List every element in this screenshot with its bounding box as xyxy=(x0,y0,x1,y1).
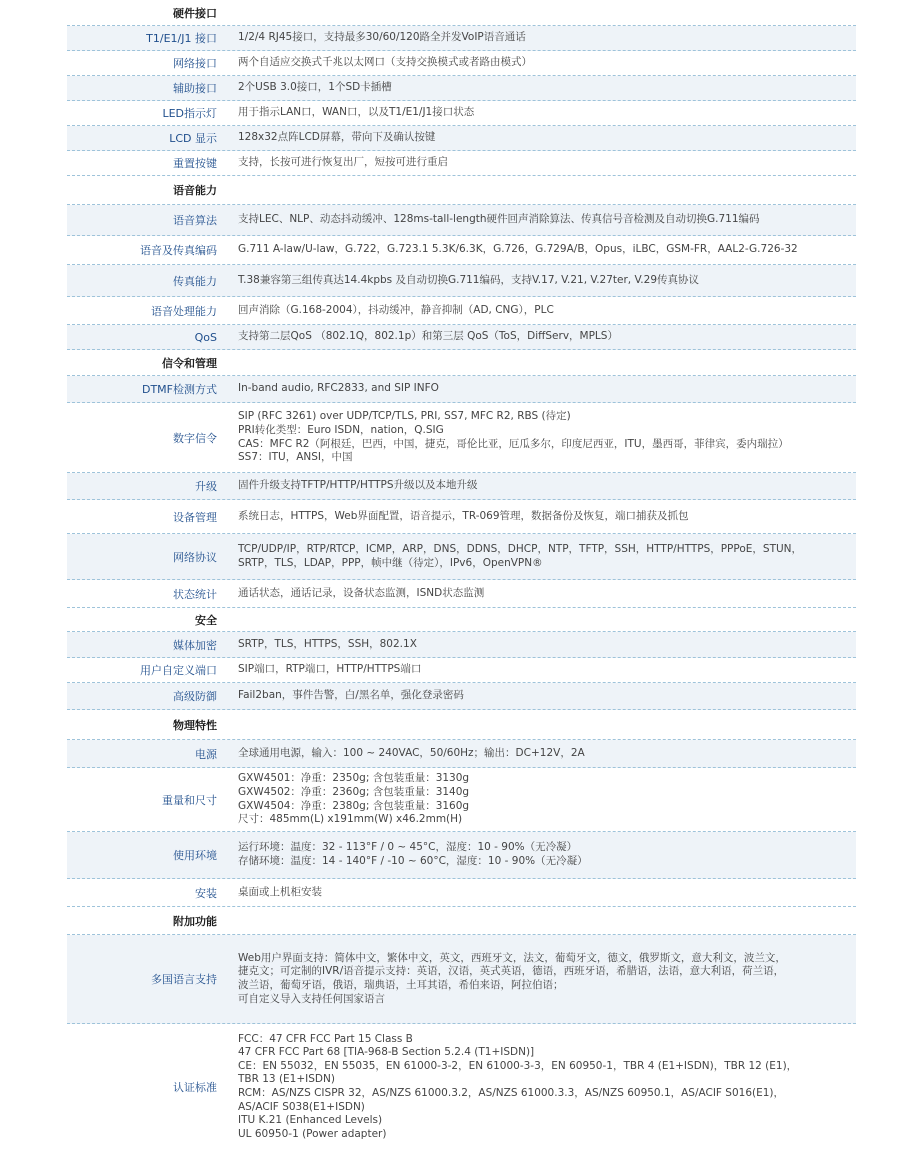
spec-row xyxy=(67,473,856,500)
spec-value-line: 回声消除（G.168-2004），抖动缓冲，静音抑制（AD, CNG），PLC xyxy=(238,303,554,316)
spec-value xyxy=(238,81,856,95)
spec-label: 辅助接口 xyxy=(173,82,217,95)
spec-label: LCD 显示 xyxy=(169,132,217,145)
section-title: 语音能力 xyxy=(173,184,217,197)
spec-row xyxy=(67,500,856,534)
spec-label: LED指示灯 xyxy=(162,107,217,120)
spec-value-line: Fail2ban，事件告警，白/黑名单，强化登录密码 xyxy=(238,689,464,702)
spec-label: 媒体加密 xyxy=(173,638,217,652)
spec-label: 升级 xyxy=(195,480,217,493)
spec-value xyxy=(238,510,856,524)
spec-label: 电源 xyxy=(195,747,217,761)
spec-row xyxy=(67,832,856,879)
section-title: 硬件接口 xyxy=(173,6,217,20)
spec-label: 传真能力 xyxy=(173,274,217,288)
spec-value xyxy=(238,213,856,227)
spec-row xyxy=(67,683,856,710)
spec-value-line: 支持第二层QoS （802.1Q，802.1p）和第三层 QoS（ToS，DiffServ，MPLS） xyxy=(238,330,618,343)
spec-value-line: SRTP，TLS，LDAP，PPP，帧中继（待定），IPv6，OpenVPN® xyxy=(238,556,543,569)
spec-value-line: In-band audio, RFC2833, and SIP INFO xyxy=(238,382,439,395)
spec-row xyxy=(67,935,856,1024)
spec-value-line: SIP端口，RTP端口，HTTP/HTTPS端口 xyxy=(238,663,422,676)
spec-label: 语音及传真编码 xyxy=(140,244,217,257)
spec-value xyxy=(238,638,856,652)
spec-row xyxy=(67,632,856,658)
spec-value-line: 存储环境：温度：14 - 140°F / -10 ~ 60°C，湿度：10 - 90%（无冷凝） xyxy=(238,855,588,867)
spec-value xyxy=(238,1033,856,1142)
spec-value-line: G.711 A-law/U-law，G.722，G.723.1 5.3K/6.3K，G.726，G.729A/B，Opus，iLBC，GSM-FR，AAL2-G.726-32 xyxy=(238,243,798,256)
spec-value xyxy=(238,689,856,703)
section-header-row xyxy=(67,0,856,26)
spec-value-line: 47 CFR FCC Part 68 [TIA-968-B Section 5.2.4 (T1+ISDN)] xyxy=(238,1046,535,1059)
spec-value-line: Web用户界面支持：简体中文，繁体中文，英文，西班牙文，法文，葡萄牙文，德文，俄罗斯文，意大利文，波兰文， xyxy=(238,951,786,964)
spec-row xyxy=(67,126,856,151)
spec-label: 安装 xyxy=(195,886,217,900)
spec-value xyxy=(238,663,856,677)
spec-value-line: GXW4504：净重：2380g; 含包装重量：3160g xyxy=(238,799,470,812)
spec-value xyxy=(238,772,856,826)
spec-row xyxy=(67,879,856,907)
spec-value-line: 固件升级支持TFTP/HTTP/HTTPS升级以及本地升级 xyxy=(238,479,478,492)
spec-label: 语音算法 xyxy=(173,214,217,227)
spec-row xyxy=(67,297,856,325)
spec-value xyxy=(238,747,856,761)
spec-value-line: CE：EN 55032，EN 55035，EN 61000-3-2，EN 61000-3-3，EN 60950-1，TBR 4 (E1+ISDN)，TBR 12 (E1)， xyxy=(238,1059,798,1072)
spec-value-line: 2个USB 3.0接口，1个SD卡插槽 xyxy=(238,81,392,94)
section-title: 安全 xyxy=(195,613,217,627)
spec-row xyxy=(67,76,856,101)
section-header-row xyxy=(67,608,856,632)
spec-value-line: 运行环境：温度：32 - 113°F / 0 ~ 45°C，湿度：10 - 90%（无冷凝） xyxy=(238,841,578,854)
spec-value-line: FCC：47 CFR FCC Part 15 Class B xyxy=(238,1032,413,1045)
spec-value xyxy=(238,382,856,396)
spec-row xyxy=(67,325,856,350)
spec-value xyxy=(238,841,856,868)
spec-label: 重置按键 xyxy=(173,157,217,170)
spec-value xyxy=(238,31,856,45)
spec-label: QoS xyxy=(194,330,217,344)
spec-value xyxy=(238,479,856,493)
spec-value xyxy=(238,106,856,120)
spec-row xyxy=(67,1024,856,1150)
spec-label: 使用环境 xyxy=(173,849,217,862)
spec-value-line: TBR 13 (E1+ISDN) xyxy=(238,1073,335,1086)
section-title: 物理特性 xyxy=(173,718,217,732)
spec-value xyxy=(238,274,856,288)
spec-value xyxy=(238,56,856,70)
spec-label: 认证标准 xyxy=(173,1081,217,1094)
spec-value-line: 可自定义导入支持任何国家语言 xyxy=(238,992,385,1005)
spec-value-line: 通话状态，通话记录，设备状态监测，ISND状态监测 xyxy=(238,586,485,599)
spec-value xyxy=(238,587,856,601)
spec-value xyxy=(238,243,856,257)
spec-value-line: SIP (RFC 3261) over UDP/TCP/TLS, PRI, SS7, MFC R2, RBS (待定) xyxy=(238,410,571,423)
spec-value xyxy=(238,410,856,464)
spec-row xyxy=(67,265,856,297)
spec-label: 设备管理 xyxy=(173,510,217,524)
spec-row xyxy=(67,768,856,832)
spec-value xyxy=(238,952,856,1006)
section-header-row xyxy=(67,907,856,935)
spec-value-line: SS7：ITU，ANSI，中国 xyxy=(238,451,353,464)
spec-row xyxy=(67,151,856,176)
spec-value-line: RCM：AS/NZS CISPR 32，AS/NZS 61000.3.2，AS/NZS 61000.3.3，AS/NZS 60950.1，AS/ACIF S016(E1)， xyxy=(238,1087,785,1099)
spec-value-line: 全球通用电源，输入：100 ~ 240VAC，50/60Hz；输出：DC+12V，2A xyxy=(238,746,585,759)
spec-value-line: AS/ACIF S038(E1+ISDN) xyxy=(238,1100,365,1113)
spec-value-line: 用于指示LAN口，WAN口，以及T1/E1/J1接口状态 xyxy=(238,106,475,119)
spec-value-line: SRTP，TLS，HTTPS，SSH，802.1X xyxy=(238,637,417,650)
spec-value-line: 桌面或上机柜安装 xyxy=(238,885,322,898)
spec-row xyxy=(67,236,856,265)
spec-row xyxy=(67,205,856,236)
spec-value-line: T.38兼容第三组传真达14.4kpbs 及自动切换G.711编码，支持V.17, V.21, V.27ter, V.29传真协议 xyxy=(238,273,700,286)
spec-value-line: ITU K.21 (Enhanced Levels) xyxy=(238,1114,383,1127)
spec-value-line: 128x32点阵LCD屏幕，带向下及确认按键 xyxy=(238,131,436,144)
spec-value xyxy=(238,543,856,570)
spec-label: 状态统计 xyxy=(173,587,217,601)
spec-value-line: 波兰语，葡萄牙语，俄语，瑞典语，土耳其语，希伯来语，阿拉伯语； xyxy=(238,979,564,991)
spec-label: 重量和尺寸 xyxy=(162,793,217,807)
spec-value-line: UL 60950-1 (Power adapter) xyxy=(238,1127,387,1140)
spec-value-line: 两个自适应交换式千兆以太网口（支持交换模式或者路由模式） xyxy=(238,56,532,69)
spec-label: 数字信令 xyxy=(173,431,217,445)
spec-value xyxy=(238,330,856,344)
section-header-row xyxy=(67,350,856,376)
spec-value-line: GXW4501：净重：2350g; 含包装重量：3130g xyxy=(238,772,470,785)
spec-value xyxy=(238,304,856,318)
spec-value-line: 尺寸：485mm(L) x191mm(W) x46.2mm(H) xyxy=(238,813,463,826)
spec-value-line: 支持，长按可进行恢复出厂，短按可进行重启 xyxy=(238,156,448,169)
spec-row xyxy=(67,51,856,76)
spec-value-line: 1/2/4 RJ45接口，支持最多30/60/120路全并发VoIP语音通话 xyxy=(238,31,526,44)
spec-value-line: GXW4502：净重：2360g; 含包装重量：3140g xyxy=(238,785,470,798)
spec-row xyxy=(67,580,856,608)
spec-table xyxy=(67,0,856,1150)
spec-label: T1/E1/J1 接口 xyxy=(146,32,217,45)
section-title: 信令和管理 xyxy=(162,356,217,370)
spec-row xyxy=(67,740,856,768)
spec-value xyxy=(238,886,856,900)
spec-row xyxy=(67,403,856,473)
spec-value-line: TCP/UDP/IP，RTP/RTCP，ICMP，ARP，DNS，DDNS，DHCP，NTP，TFTP，SSH，HTTP/HTTPS，PPPoE，STUN， xyxy=(238,542,803,555)
spec-label: 语音处理能力 xyxy=(151,304,217,318)
spec-row xyxy=(67,658,856,683)
spec-label: 多国语言支持 xyxy=(151,973,217,986)
spec-row xyxy=(67,534,856,580)
spec-label: 网络接口 xyxy=(173,57,217,70)
spec-row xyxy=(67,26,856,51)
spec-label: DTMF检测方式 xyxy=(141,383,217,396)
spec-value xyxy=(238,131,856,145)
spec-label: 网络协议 xyxy=(173,550,217,564)
spec-value-line: 系统日志，HTTPS，Web界面配置，语音提示，TR-069管理，数据备份及恢复，端口捕获及抓包 xyxy=(238,509,689,522)
section-title: 附加功能 xyxy=(173,914,217,928)
spec-value-line: CAS：MFC R2（阿根廷，巴西，中国，捷克，哥伦比亚，厄瓜多尔，印度尼西亚，ITU，墨西哥，菲律宾，委内瑞拉） xyxy=(238,437,789,450)
spec-label: 用户自定义端口 xyxy=(140,664,217,677)
section-header-row xyxy=(67,710,856,740)
spec-value-line: 支持LEC、NLP、动态抖动缓冲、128ms-tall-length硬件回声消除算法、传真信号音检测及自动切换G.711编码 xyxy=(238,213,760,226)
spec-label: 高级防御 xyxy=(173,690,217,703)
spec-value-line: 捷克文；可定制的IVR/语音提示支持：英语，汉语，英式英语，德语，西班牙语，希腊语，法语，意大利语，荷兰语， xyxy=(238,965,785,978)
spec-row xyxy=(67,101,856,126)
spec-row xyxy=(67,376,856,403)
spec-value-line: PRI转化类型：Euro ISDN，nation，Q.SIG xyxy=(238,423,444,436)
spec-value xyxy=(238,156,856,170)
section-header-row xyxy=(67,176,856,205)
